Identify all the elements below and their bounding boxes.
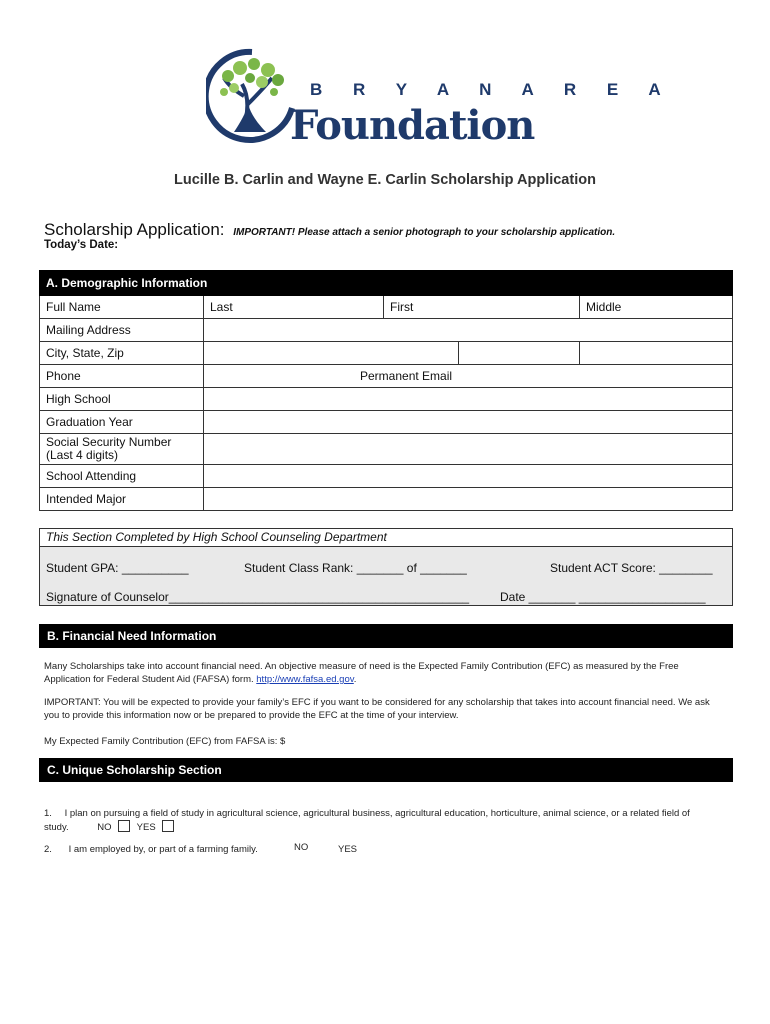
financial-paragraph-2: IMPORTANT: You will be expected to provide your family’s EFC if you want to be considered for any scholarship that takes into account financial need. We ask you to provide this information now or be prepared to provide the EFC at the time of your interview. [44, 697, 710, 721]
high-school-label: High School [40, 388, 204, 411]
photo-note: IMPORTANT! Please attach a senior photograph to your scholarship application. [233, 227, 616, 238]
foundation-logo [206, 48, 674, 149]
graduation-year-label: Graduation Year [40, 411, 204, 434]
mailing-address-label: Mailing Address [40, 319, 204, 342]
ssn-label [40, 434, 204, 465]
document-title: Lucille B. Carlin and Wayne E. Carlin Scholarship Application [174, 172, 596, 188]
question-1-continuation: study. [44, 822, 69, 833]
section-c-title: C. Unique Scholarship Section [39, 758, 733, 782]
counseling-section [39, 528, 733, 606]
financial-text-1: Many Scholarships take into account financial need. An objective measure of need is the Expected Family Contribution (EFC) as measured by the Free Application for Federal Student Aid (FAFSA) form. [44, 661, 679, 685]
question-2 [44, 843, 724, 856]
first-name-field[interactable]: First [384, 296, 580, 319]
fafsa-link[interactable]: http://www.fafsa.ed.gov [256, 674, 354, 685]
middle-name-field[interactable]: Middle [580, 296, 733, 319]
last-name-field[interactable]: Last [204, 296, 384, 319]
question-2-yes-option[interactable]: YES [338, 844, 358, 855]
financial-paragraph-1: Many Scholarships take into account financial need. An objective measure of need is the Expected Family Contribution (EFC) as measured by the Free Application for Federal Student Aid (FAFSA) form. http://www.fafsa.ed.gov. [44, 661, 679, 685]
permanent-email-label: Permanent Email [360, 369, 453, 383]
question-2-text: I am employed by, or part of a farming family. [68, 844, 258, 855]
state-field[interactable] [459, 342, 580, 365]
school-attending-label: School Attending [40, 465, 204, 488]
intended-major-field[interactable] [204, 488, 733, 511]
mailing-address-field[interactable] [204, 319, 733, 342]
counselor-date-field[interactable]: Date _______ ___________________ [500, 590, 706, 604]
counseling-title: This Section Completed by High School Counseling Department [40, 529, 732, 547]
intended-major-label: Intended Major [40, 488, 204, 511]
ssn-label-line2: (Last 4 digits) [46, 448, 119, 462]
question-2-no-option[interactable]: NO [294, 842, 309, 853]
efc-field[interactable]: My Expected Family Contribution (EFC) from FAFSA is: $ [44, 736, 286, 747]
gpa-field[interactable]: Student GPA: __________ [46, 561, 189, 575]
class-rank-field[interactable]: Student Class Rank: _______ of _______ [244, 561, 467, 575]
logo-line2: Foundation [290, 102, 535, 149]
question-1-number: 1. [44, 808, 52, 819]
school-attending-field[interactable] [204, 465, 733, 488]
zip-field[interactable] [580, 342, 733, 365]
application-heading [44, 220, 615, 240]
question-1-text: I plan on pursuing a field of study in agricultural science, agricultural business, agricultural education, horticulture, animal science, or a related field of [64, 808, 690, 819]
section-a-title: A. Demographic Information [40, 271, 733, 296]
act-score-field[interactable]: Student ACT Score: ________ [550, 561, 713, 575]
city-state-zip-label: City, State, Zip [40, 342, 204, 365]
demographic-table [39, 270, 733, 511]
section-b-title: B. Financial Need Information [39, 624, 733, 648]
question-2-number: 2. [44, 844, 52, 855]
application-title: Scholarship Application: [44, 220, 225, 239]
counselor-signature-field[interactable]: Signature of Counselor_____________________________________________ [46, 590, 470, 604]
logo-line1: B R Y A N A R E A [310, 80, 674, 99]
city-field[interactable] [204, 342, 459, 365]
tree-icon [206, 48, 298, 146]
question-1-no-checkbox[interactable] [118, 820, 130, 832]
ssn-label-line1: Social Security Number [46, 435, 172, 449]
full-name-label: Full Name [40, 296, 204, 319]
question-1 [44, 807, 724, 834]
ssn-field[interactable] [204, 434, 733, 465]
phone-email-field[interactable] [204, 365, 733, 388]
question-1-yes-label: YES [136, 822, 156, 833]
high-school-field[interactable] [204, 388, 733, 411]
question-1-no-label: NO [97, 822, 112, 833]
graduation-year-field[interactable] [204, 411, 733, 434]
phone-label: Phone [40, 365, 204, 388]
question-1-yes-checkbox[interactable] [162, 820, 174, 832]
todays-date-label: Today’s Date: [44, 239, 119, 251]
